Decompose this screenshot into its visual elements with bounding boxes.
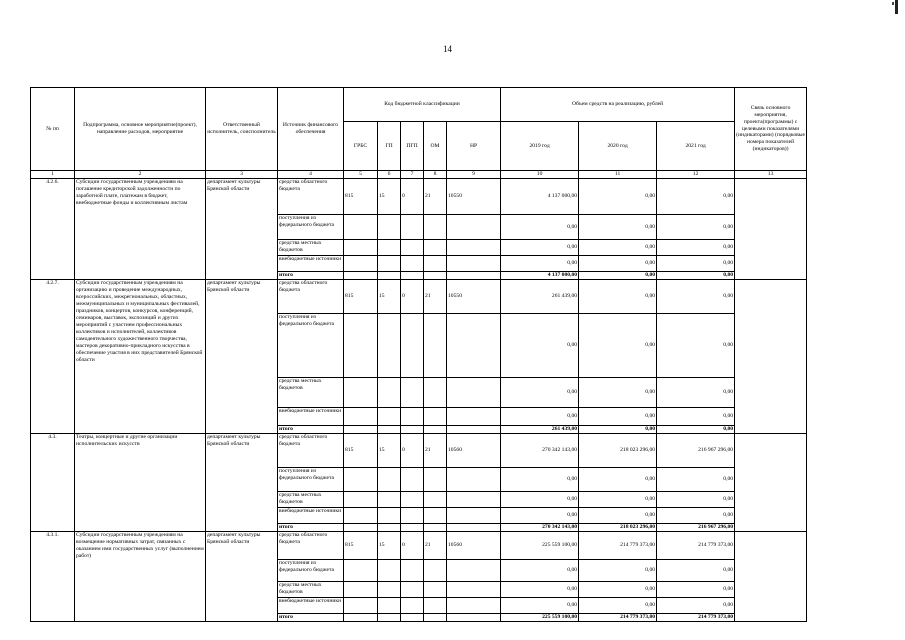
code-pgp <box>401 581 424 597</box>
code-pgp <box>401 240 424 256</box>
amount-y2021: 0,00 <box>657 507 735 523</box>
amount-y2020: 0,00 <box>579 377 657 407</box>
code-gp <box>378 581 401 597</box>
code-gp: 15 <box>378 433 401 467</box>
column-number: 7 <box>401 171 424 179</box>
header-name: Подпрограмма, основное мероприятие(проект), направление расходов, мероприятие <box>75 88 206 171</box>
code-om <box>424 377 447 407</box>
amount-y2021: 0,00 <box>657 559 735 581</box>
code-grbs: 815 <box>344 531 378 559</box>
code-nr <box>447 507 501 523</box>
code-pgp: 0 <box>401 531 424 559</box>
code-nr <box>447 559 501 581</box>
code-pgp <box>401 256 424 272</box>
code-gp <box>378 491 401 507</box>
amount-y2019: 0,00 <box>501 491 579 507</box>
code-nr <box>447 523 501 531</box>
amount-y2019: 0,00 <box>501 507 579 523</box>
table-body <box>31 171 807 622</box>
funding-source: средства областного бюджета <box>278 279 344 313</box>
amount-y2020: 0,00 <box>579 407 657 425</box>
code-om: 21 <box>424 179 447 215</box>
amount-y2019: 270 342 143,00 <box>501 433 579 467</box>
funding-source: итого <box>278 425 344 433</box>
amount-y2021: 0,00 <box>657 179 735 215</box>
code-nr <box>447 272 501 280</box>
amount-y2020: 0,00 <box>579 179 657 215</box>
code-nr <box>447 613 501 621</box>
amount-y2021: 0,00 <box>657 491 735 507</box>
code-nr <box>447 425 501 433</box>
code-nr <box>447 491 501 507</box>
funding-source: итого <box>278 272 344 280</box>
amount-y2019: 0,00 <box>501 256 579 272</box>
page-number: 14 <box>443 44 452 54</box>
funding-source: средства местных бюджетов <box>278 377 344 407</box>
funding-source: средства областного бюджета <box>278 179 344 215</box>
amount-y2021: 0,00 <box>657 425 735 433</box>
code-nr <box>447 377 501 407</box>
code-nr: 10560 <box>447 531 501 559</box>
amount-y2021: 216 967 296,00 <box>657 433 735 467</box>
column-number-row <box>31 171 807 179</box>
amount-y2021: 0,00 <box>657 240 735 256</box>
funding-source: итого <box>278 523 344 531</box>
code-grbs <box>344 597 378 613</box>
item-executor: департамент культуры Брянской области <box>206 531 278 621</box>
column-number: 1 <box>31 171 75 179</box>
header-2020: 2020 год <box>579 122 657 171</box>
code-grbs <box>344 613 378 621</box>
amount-y2021: 216 967 296,00 <box>657 523 735 531</box>
code-grbs <box>344 377 378 407</box>
code-gp <box>378 240 401 256</box>
amount-y2021: 0,00 <box>657 256 735 272</box>
item-number: 4.3. <box>31 433 75 531</box>
table-row <box>31 179 807 215</box>
code-nr: 10560 <box>447 433 501 467</box>
code-pgp <box>401 313 424 377</box>
code-om: 21 <box>424 433 447 467</box>
code-nr <box>447 240 501 256</box>
column-number: 5 <box>344 171 378 179</box>
item-name: Субсидии государственным учреждениям на организацию и проведение международных, всероссийских, межрегиональных, областных, межмуниципальных и муниципальных фестивалей, праздников, концертов, конкурсов, конференций, семинаров, выставок, экспозиций и других мероприятий с участием профессиональных коллективов и исполнителей, коллективов самодеятельного художественного творчества, мастеров декоративно-прикладного искусства в обеспечение участия в них представителей Брянской области <box>75 279 206 433</box>
code-grbs: 815 <box>344 279 378 313</box>
code-om <box>424 523 447 531</box>
indicator-link-cell <box>735 531 807 621</box>
header-source: Источник финансового обеспечения <box>278 88 344 171</box>
code-om <box>424 313 447 377</box>
code-om <box>424 272 447 280</box>
header-indicator-link: Связь основного мероприятия, проекта(программы) с целевыми показателями (индикаторами) (порядковые номера показателей (индикаторов)) <box>735 88 807 171</box>
amount-y2020: 218 023 296,00 <box>579 433 657 467</box>
header-pgp: ПГП <box>401 122 424 171</box>
funding-source: внебюджетные источники <box>278 407 344 425</box>
indicator-link-cell <box>735 279 807 433</box>
header-2021: 2021 год <box>657 122 735 171</box>
code-pgp <box>401 407 424 425</box>
header-grbs: ГРБС <box>344 122 378 171</box>
amount-y2020: 0,00 <box>579 256 657 272</box>
code-nr <box>447 313 501 377</box>
header-executor: Ответственный исполнитель, соисполнитель <box>206 88 278 171</box>
code-om <box>424 256 447 272</box>
code-pgp <box>401 597 424 613</box>
code-gp <box>378 215 401 240</box>
funding-source: средства местных бюджетов <box>278 581 344 597</box>
code-om: 21 <box>424 279 447 313</box>
funding-source: средства областного бюджета <box>278 531 344 559</box>
column-number: 13 <box>735 171 807 179</box>
code-pgp <box>401 613 424 621</box>
code-gp <box>378 523 401 531</box>
code-om <box>424 467 447 491</box>
amount-y2021: 214 779 373,00 <box>657 531 735 559</box>
header-no: № пп <box>31 88 75 171</box>
code-grbs <box>344 313 378 377</box>
code-pgp <box>401 507 424 523</box>
funding-source: средства местных бюджетов <box>278 491 344 507</box>
column-number: 8 <box>424 171 447 179</box>
code-om <box>424 425 447 433</box>
code-pgp: 0 <box>401 433 424 467</box>
code-gp <box>378 467 401 491</box>
code-om <box>424 215 447 240</box>
code-gp: 15 <box>378 531 401 559</box>
code-pgp <box>401 559 424 581</box>
funding-source: средства областного бюджета <box>278 433 344 467</box>
column-number: 11 <box>579 171 657 179</box>
funding-source: поступления из федерального бюджета <box>278 467 344 491</box>
amount-y2020: 0,00 <box>579 272 657 280</box>
item-executor: департамент культуры Брянской области <box>206 433 278 531</box>
amount-y2021: 0,00 <box>657 407 735 425</box>
item-executor: департамент культуры Брянской области <box>206 279 278 433</box>
code-nr <box>447 581 501 597</box>
amount-y2019: 0,00 <box>501 377 579 407</box>
amount-y2019: 225 559 100,00 <box>501 613 579 621</box>
amount-y2021: 0,00 <box>657 377 735 407</box>
column-number: 2 <box>75 171 206 179</box>
code-gp <box>378 407 401 425</box>
code-om <box>424 613 447 621</box>
header-om: ОМ <box>424 122 447 171</box>
funding-source: внебюджетные источники <box>278 256 344 272</box>
item-number: 4.2.7. <box>31 279 75 433</box>
funding-source: внебюджетные источники <box>278 507 344 523</box>
header-2019: 2019 год <box>501 122 579 171</box>
amount-y2020: 0,00 <box>579 507 657 523</box>
code-gp <box>378 377 401 407</box>
amount-y2020: 218 023 296,00 <box>579 523 657 531</box>
code-pgp: 0 <box>401 179 424 215</box>
code-grbs <box>344 581 378 597</box>
code-nr <box>447 467 501 491</box>
amount-y2021: 214 779 373,00 <box>657 613 735 621</box>
code-nr: 10550 <box>447 279 501 313</box>
amount-y2019: 0,00 <box>501 581 579 597</box>
amount-y2019: 0,00 <box>501 467 579 491</box>
amount-y2020: 0,00 <box>579 597 657 613</box>
amount-y2019: 0,00 <box>501 597 579 613</box>
code-gp <box>378 597 401 613</box>
code-grbs <box>344 467 378 491</box>
amount-y2019: 261 439,00 <box>501 425 579 433</box>
code-grbs <box>344 523 378 531</box>
code-om <box>424 240 447 256</box>
code-pgp <box>401 272 424 280</box>
item-executor: департамент культуры Брянской области <box>206 179 278 280</box>
table-row <box>31 279 807 313</box>
code-grbs <box>344 240 378 256</box>
code-om <box>424 491 447 507</box>
amount-y2019: 0,00 <box>501 240 579 256</box>
code-gp <box>378 425 401 433</box>
item-name: Субсидии государственным учреждениям на погашение кредиторской задолженности по заработной плате, платежам в бюджет, внебюджетные фонды и коллективным листам <box>75 179 206 280</box>
scan-edge-mark <box>895 0 898 14</box>
amount-y2020: 0,00 <box>579 279 657 313</box>
item-name: Театры, концертные и другие организации исполнительских искусств <box>75 433 206 531</box>
item-number: 4.2.6. <box>31 179 75 280</box>
header-volume: Объем средств на реализацию, рублей <box>501 88 735 122</box>
code-grbs <box>344 559 378 581</box>
amount-y2019: 0,00 <box>501 215 579 240</box>
amount-y2021: 0,00 <box>657 313 735 377</box>
code-grbs: 815 <box>344 433 378 467</box>
indicator-link-cell <box>735 179 807 280</box>
code-grbs <box>344 256 378 272</box>
item-number: 4.3.1. <box>31 531 75 621</box>
amount-y2020: 0,00 <box>579 467 657 491</box>
amount-y2021: 0,00 <box>657 279 735 313</box>
amount-y2021: 0,00 <box>657 581 735 597</box>
amount-y2021: 0,00 <box>657 597 735 613</box>
amount-y2021: 0,00 <box>657 272 735 280</box>
code-grbs <box>344 425 378 433</box>
amount-y2021: 0,00 <box>657 215 735 240</box>
header-nr: НР <box>447 122 501 171</box>
column-number: 9 <box>447 171 501 179</box>
column-number: 3 <box>206 171 278 179</box>
amount-y2020: 0,00 <box>579 425 657 433</box>
code-om: 21 <box>424 531 447 559</box>
funding-source: поступления из федерального бюджета <box>278 215 344 240</box>
amount-y2021: 0,00 <box>657 467 735 491</box>
amount-y2019: 4 137 000,00 <box>501 179 579 215</box>
code-gp: 15 <box>378 279 401 313</box>
code-pgp <box>401 467 424 491</box>
code-nr <box>447 597 501 613</box>
header-budget-code: Код бюджетной классификации <box>344 88 501 122</box>
amount-y2020: 0,00 <box>579 240 657 256</box>
code-nr <box>447 215 501 240</box>
column-number: 12 <box>657 171 735 179</box>
budget-table <box>30 87 807 622</box>
code-grbs <box>344 507 378 523</box>
funding-source: поступления из федерального бюджета <box>278 313 344 377</box>
code-om <box>424 507 447 523</box>
table-row <box>31 531 807 559</box>
funding-source: средства местных бюджетов <box>278 240 344 256</box>
column-number: 6 <box>378 171 401 179</box>
code-om <box>424 597 447 613</box>
amount-y2019: 0,00 <box>501 559 579 581</box>
code-gp <box>378 313 401 377</box>
code-gp <box>378 613 401 621</box>
code-gp <box>378 559 401 581</box>
code-om <box>424 581 447 597</box>
code-grbs: 815 <box>344 179 378 215</box>
amount-y2020: 0,00 <box>579 491 657 507</box>
code-grbs <box>344 215 378 240</box>
amount-y2019: 261 439,00 <box>501 279 579 313</box>
code-gp <box>378 507 401 523</box>
amount-y2019: 0,00 <box>501 407 579 425</box>
code-pgp <box>401 425 424 433</box>
table-row <box>31 433 807 467</box>
code-om <box>424 407 447 425</box>
code-grbs <box>344 407 378 425</box>
code-om <box>424 559 447 581</box>
code-grbs <box>344 272 378 280</box>
amount-y2020: 0,00 <box>579 215 657 240</box>
funding-source: внебюджетные источники <box>278 597 344 613</box>
funding-source: итого <box>278 613 344 621</box>
indicator-link-cell <box>735 433 807 531</box>
code-pgp <box>401 491 424 507</box>
amount-y2019: 4 137 000,00 <box>501 272 579 280</box>
code-nr <box>447 407 501 425</box>
scan-edge-speck <box>892 2 894 5</box>
code-gp <box>378 256 401 272</box>
code-pgp <box>401 215 424 240</box>
amount-y2020: 0,00 <box>579 581 657 597</box>
column-number: 4 <box>278 171 344 179</box>
amount-y2020: 0,00 <box>579 559 657 581</box>
code-grbs <box>344 491 378 507</box>
column-number: 10 <box>501 171 579 179</box>
amount-y2020: 0,00 <box>579 313 657 377</box>
amount-y2019: 225 559 100,00 <box>501 531 579 559</box>
amount-y2020: 214 779 373,00 <box>579 613 657 621</box>
amount-y2019: 270 342 143,00 <box>501 523 579 531</box>
code-gp <box>378 272 401 280</box>
funding-source: поступления из федерального бюджета <box>278 559 344 581</box>
amount-y2019: 0,00 <box>501 313 579 377</box>
code-pgp: 0 <box>401 279 424 313</box>
header-gp: ГП <box>378 122 401 171</box>
item-name: Субсидии государственным учреждениям на возмещение нормативных затрат, связанных с оказанием ими государственных услуг (выполнением работ) <box>75 531 206 621</box>
code-nr: 10550 <box>447 179 501 215</box>
amount-y2020: 214 779 373,00 <box>579 531 657 559</box>
code-gp: 15 <box>378 179 401 215</box>
code-pgp <box>401 377 424 407</box>
code-nr <box>447 256 501 272</box>
code-pgp <box>401 523 424 531</box>
